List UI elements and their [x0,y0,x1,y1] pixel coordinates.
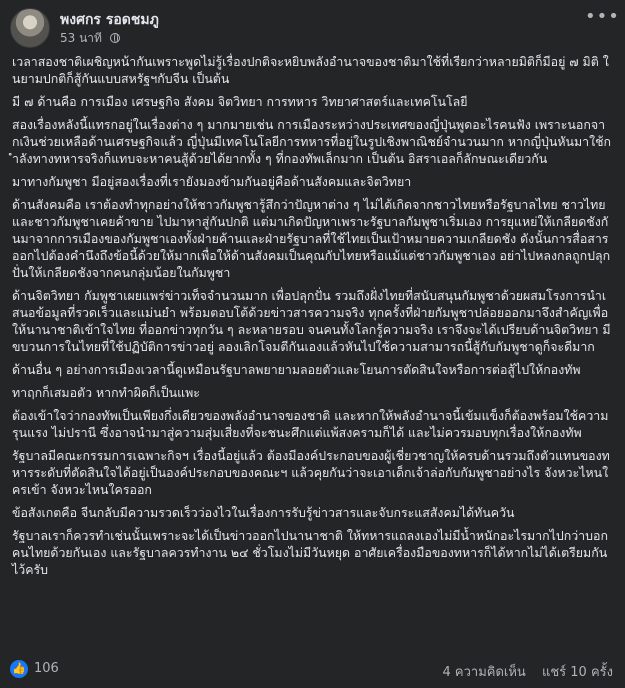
post-paragraph: ข้อสังเกตคือ จีนกลับมีความรวดเร็วว่องไวในเรื่องการรับรู้ข่าวสารและจับกระแสสังคมได้ทันควัน [12,505,515,520]
post-time[interactable]: 53 นาที [60,31,102,45]
post-paragraph: รัฐบาลมีคณะกรรมการเฉพาะกิจฯ เรื่องนี้อยู่แล้ว ต้องมีองค์ประกอบของผู้เชี่ยวชาญให้ครบด้านรวมถึงตัวแทนของทหารระดับที่ตัดสินใจได้อยู่เป็นองค์ประกอบของคณะฯ แล้วคุยกันว่าจะเอาเด็กเจ้าล่อกับกัมพูชาอย่างไร จังหวะไหนใครเข้า จังหวะไหนใครออก [12,448,610,497]
post-paragraph: สองเรื่องหลังนี้แทรกอยู่ในเรื่องต่าง ๆ มากมายเช่น การเมืองระหว่างประเทศของญี่ปุ่นพูดอะไรคนฟัง เพราะนอกจากเงินช่วยเหลือด้านเศรษฐกิจแล้ว ญี่ปุ่นมีเทคโนโลยีการทหารที่อยู่ในรูปเชิงพาณิชย์จำนวนมาก หากญี่ปุ่นหันมาใช้กำลังทางทหารจริงก็แทบจะหาคนสู้ด้วยได้ยากทั้ง ๆ ที่กองทัพเล็กมาก เป็นต้น อิสราเอลก็ลักษณะเดียวกัน [12,117,612,166]
post-paragraph: ทาฤกก็เสมอตัว หากทำผิดก็เป็นแพะ [12,385,200,400]
post-paragraph: มาทางกัมพูชา มีอยู่สองเรื่องที่เรายังมองข้ามกันอยู่คือด้านสังคมและจิตวิทยา [12,174,412,189]
post-paragraph: ต้องเข้าใจว่ากองทัพเป็นเพียงกึ่งเดียวของพลังอำนาจของชาติ และหากให้พลังอำนาจนี้เข้มแข็งก็ต้องพร้อมใช้ความรุนแรง ไม่ปรานี ซึ่งอาจนำมาสู่ความสุ่มเสี่ยงที่จะชนะศึกแต่แพ้สงครามก็ได้ และไม่ควรมอบทุกเรื่องให้กองทัพ [12,408,609,440]
post-paragraph: มี ๗ ด้านคือ การเมือง เศรษฐกิจ สังคม จิตวิทยา การทหาร วิทยาศาสตร์และเทคโนโลยี [12,94,468,109]
author-avatar[interactable] [10,8,50,48]
post-paragraph: ด้านอื่น ๆ อย่างการเมืองเวลานี้ดูเหมือนรัฐบาลพยายามลอยตัวและโยนการตัดสินใจหรือการต่อสู้ไปให้กองทัพ [12,362,581,377]
engagement-counts [431,661,613,682]
like-icon[interactable]: 👍 [10,660,28,678]
author-name[interactable]: พงศกร รอดชมภู [60,12,159,28]
post-paragraph: เวลาสองชาติเผชิญหน้ากันเพราะพูดไม่รู้เรื่องปกติจะหยิบพลังอำนาจของชาติมาใช้ที่เรียกว่าหลายมิติก็มีอยู่ ๗ มิติ ในยามปกติก็สู้กันแบบสหรัฐฯกับจีน เป็นต้น [12,54,609,86]
post-paragraph: ด้านจิตวิทยา กัมพูชาเผยแพร่ข่าวเท็จจำนวนมาก เพื่อปลุกปั่น รวมถึงฝั่งไทยที่สนับสนุนกัมพูชาด้วยผสมโรงการนำเสนอข้อมูลที่รวดเร็วและแม่นยำ พร้อมตอบโต้ด้วยข่าวสารความจริง ทุกครั้งที่ฝ่ายกัมพูชาปล่อยออกมาจึงสำคัญเพื่อให้นานาชาติเข้าใจไทย ที่ออกข่าวทุกวัน ๆ ละหลายรอบ จนคนทั้งโลกรู้ความจริง เราจึงจะได้เปรียบด้านจิตวิทยา มีขบวนการในไทยที่ใช้ปฏิบัติการข่าวอยู่ ลองเลิกโจมตีกันเองแล้วหันไปใช้ความสามารถนี้สู้กับกัมพูชาดูก็จะดีมาก [12,288,611,354]
post-paragraph: รัฐบาลเราก็ควรทำเช่นนั้นเพราะจะได้เป็นข่าวออกไปนานาชาติ ให้ทหารแถลงเองไม่มีน้ำหนักอะไรมากไปกว่าบอกคนไทยด้วยกันเอง และรัฐบาลควรทำงาน ๒๔ ชั่วโมงไม่มีวันหยุด อาศัยเครื่องมือของทหารก็ได้หากไม่ได้เตรียมกันไว้ครับ [12,528,608,577]
post-paragraph: ด้านสังคมคือ เราต้องทำทุกอย่างให้ชาวกัมพูชารู้สึกว่าปัญหาต่าง ๆ ไม่ได้เกิดจากชาวไทยหรือรัฐบาลไทย ชาวไทยและชาวกัมพูชาเคยค้าขาย ไปมาหาสู่กันปกติ แต่มาเกิดปัญหาเพราะรัฐบาลกัมพูชาเริ่มเอง การยุแหย่ให้เกลียดชังกันมาจากการเมืองของกัมพูชาเองทั้งฝ่ายค้านและฝ่ายรัฐบาลที่ใช้ไทยเป็นเป้าหมายความเกลียดชัง ดังนั้นการสื่อสารออกไปต้องคำนึงถึงข้อนี้ด้วยให้มากเพื่อให้ด้านสังคมเป็นคุณกับไทยหรือแม้แต่ชาวกัมพูชาเอง อย่าไปหลงกลถูกปลุกปั่นให้เกลียดชังจากคนกลุ่มน้อยในกัมพูชา [12,197,611,280]
share-count[interactable]: แชร์ 10 ครั้ง [541,665,613,680]
post-header [10,6,620,46]
post-meta [60,29,120,48]
globe-icon [110,33,120,43]
post-footer [10,659,613,681]
comment-count[interactable]: 4 ความคิดเห็น [442,665,526,680]
like-count[interactable]: 106 [34,661,59,676]
post-content [12,53,612,584]
more-options-icon[interactable]: ••• [585,6,620,27]
